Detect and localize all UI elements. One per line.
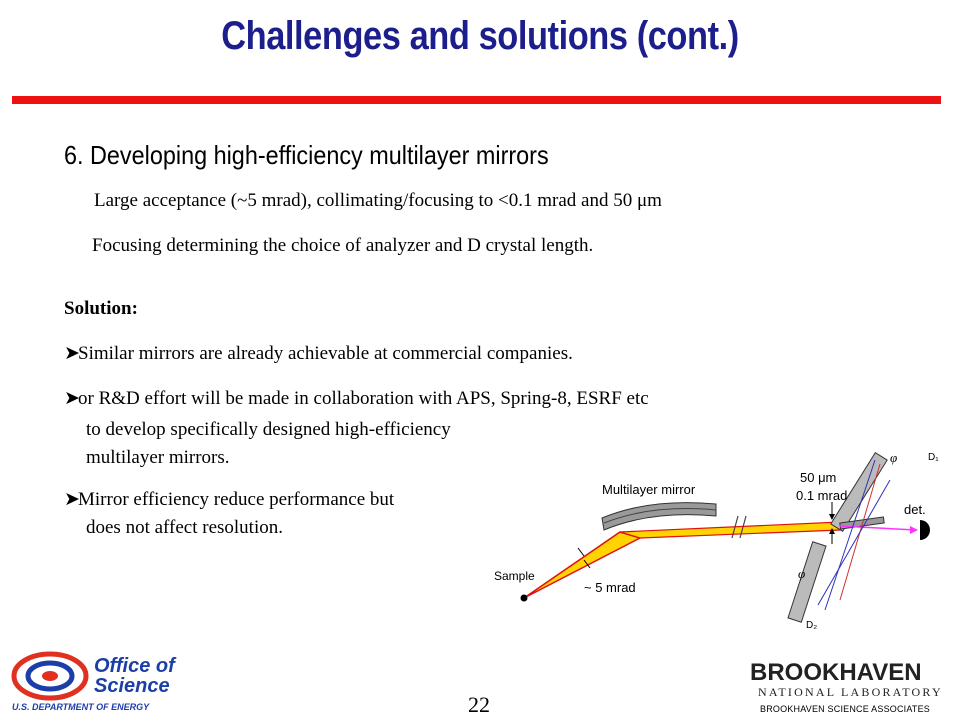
- d1-label: D₁: [928, 452, 939, 463]
- detector-icon: [920, 520, 930, 540]
- bnl-line-1: BROOKHAVEN: [750, 659, 922, 686]
- d2-label: D₂: [806, 620, 818, 631]
- phi-label-top: φ: [890, 450, 898, 465]
- bullet-1: ➤Similar mirrors are already achievable at commercial companies.: [64, 343, 573, 364]
- section-heading: 6. Developing high-efficiency multilayer mirrors: [64, 140, 549, 170]
- doe-label: U.S. DEPARTMENT OF ENERGY: [12, 702, 150, 712]
- beam-size-label: 50 μm: [800, 470, 837, 485]
- arrow-bullet-icon: ➤: [64, 343, 80, 364]
- arrow-bullet-icon: ➤: [64, 388, 80, 409]
- sample-label: Sample: [494, 569, 535, 583]
- bullet-3-cont: does not affect resolution.: [86, 517, 283, 538]
- acceptance-label: ~ 5 mrad: [584, 580, 636, 595]
- title-divider: [12, 96, 941, 104]
- bullet-3: ➤Mirror efficiency reduce performance but: [64, 489, 395, 510]
- multilayer-mirror: [602, 503, 716, 530]
- bullet-2: ➤or R&D effort will be made in collaboration with APS, Spring-8, ESRF etc: [64, 388, 649, 409]
- multilayer-mirror-label: Multilayer mirror: [602, 482, 696, 497]
- brookhaven-logo: [744, 656, 950, 702]
- office-line-1: Office of: [94, 655, 175, 677]
- phi-label-bottom: φ: [798, 566, 806, 581]
- divergence-label: 0.1 mrad: [796, 488, 848, 503]
- brookhaven-science-associates: BROOKHAVEN SCIENCE ASSOCIATES: [760, 704, 931, 714]
- bnl-line-2: NATIONAL LABORATORY: [758, 685, 943, 699]
- requirement-line-1: Large acceptance (~5 mrad), collimating/focusing to <0.1 mrad and 50 μm: [94, 190, 662, 211]
- requirement-line-2: Focusing determining the choice of analyzer and D crystal length.: [92, 235, 594, 256]
- office-line-2: Science: [94, 675, 170, 697]
- solution-label: Solution:: [64, 298, 138, 319]
- reflected-beam: [620, 522, 840, 538]
- sample-point: [521, 595, 528, 602]
- bullet-2-cont-1: to develop specifically designed high-efficiency: [86, 419, 451, 440]
- office-of-science-logo: [8, 650, 208, 712]
- bullet-2-cont-2: multilayer mirrors.: [86, 447, 230, 468]
- detector-label: det.: [904, 502, 926, 517]
- arrow-bullet-icon: ➤: [64, 489, 80, 510]
- slide-title: Challenges and solutions (cont.): [221, 14, 739, 58]
- mirror-optics-diagram: [480, 420, 950, 640]
- page-number: 22: [468, 692, 490, 717]
- analyzer-crystal-d2: [788, 542, 826, 622]
